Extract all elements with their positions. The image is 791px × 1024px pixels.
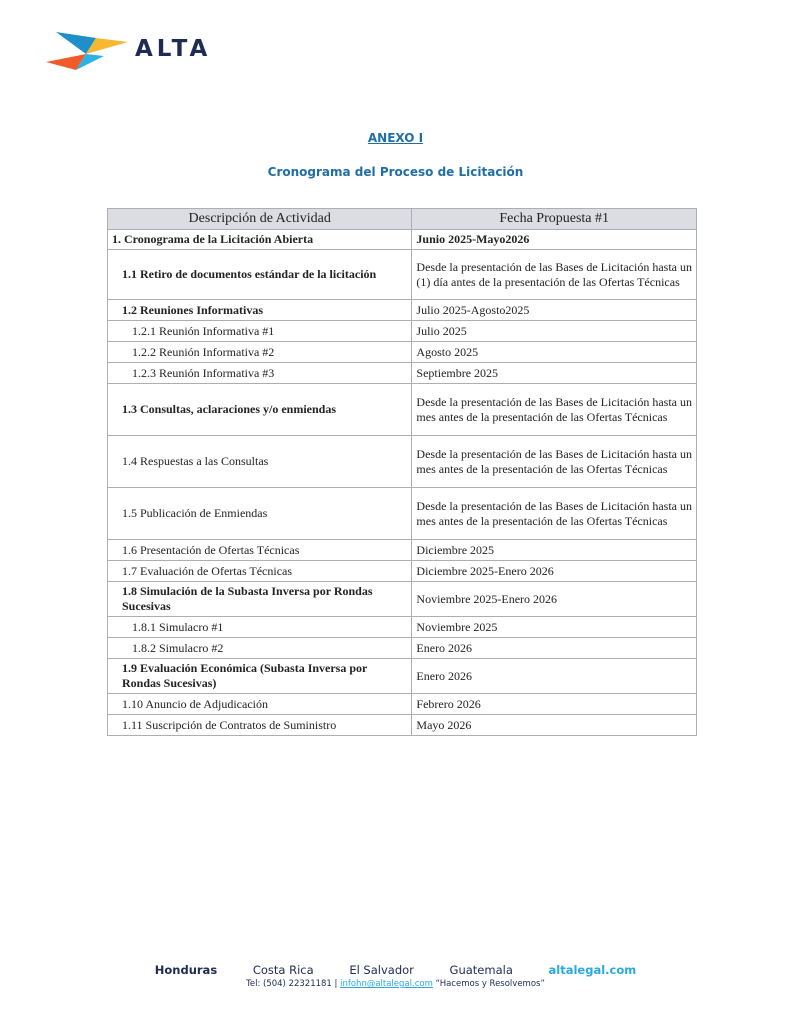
- activity-cell: 1.1 Retiro de documentos estándar de la licitación: [108, 250, 412, 300]
- date-cell: Noviembre 2025: [412, 617, 697, 638]
- activity-cell: 1. Cronograma de la Licitación Abierta: [108, 230, 412, 250]
- date-cell: Desde la presentación de las Bases de Licitación hasta un mes antes de la presentación de las Ofertas Técnicas: [412, 436, 697, 488]
- date-cell: Agosto 2025: [412, 342, 697, 363]
- schedule-table: [107, 208, 697, 736]
- date-cell: Septiembre 2025: [412, 363, 697, 384]
- office-el-salvador: El Salvador: [349, 963, 414, 977]
- date-cell: Noviembre 2025-Enero 2026: [412, 582, 697, 617]
- table-row: [108, 363, 697, 384]
- date-cell: Diciembre 2025-Enero 2026: [412, 561, 697, 582]
- activity-cell: 1.8.1 Simulacro #1: [108, 617, 412, 638]
- date-cell: Junio 2025-Mayo2026: [412, 230, 697, 250]
- table-row: [108, 300, 697, 321]
- activity-cell: 1.5 Publicación de Enmiendas: [108, 488, 412, 540]
- document-subtitle: Cronograma del Proceso de Licitación: [267, 165, 524, 179]
- office-guatemala: Guatemala: [449, 963, 513, 977]
- table-row: [108, 617, 697, 638]
- annex-title: ANEXO I: [367, 131, 424, 145]
- office-costa-rica: Costa Rica: [252, 963, 314, 977]
- date-cell: Febrero 2026: [412, 694, 697, 715]
- table-row: [108, 384, 697, 436]
- activity-cell: 1.9 Evaluación Económica (Subasta Inversa por Rondas Sucesivas): [108, 659, 412, 694]
- activity-cell: 1.6 Presentación de Ofertas Técnicas: [108, 540, 412, 561]
- activity-cell: 1.7 Evaluación de Ofertas Técnicas: [108, 561, 412, 582]
- date-cell: Desde la presentación de las Bases de Licitación hasta un (1) día antes de la presentación de las Ofertas Técnicas: [412, 250, 697, 300]
- office-honduras: Honduras: [154, 963, 218, 977]
- date-cell: Julio 2025-Agosto2025: [412, 300, 697, 321]
- table-row: [108, 540, 697, 561]
- table-row: [108, 230, 697, 250]
- website-link[interactable]: altalegal.com: [548, 963, 637, 977]
- activity-cell: 1.3 Consultas, aclaraciones y/o enmiendas: [108, 384, 412, 436]
- column-header-date: Fecha Propuesta #1: [412, 209, 697, 230]
- footer-email-link[interactable]: infohn@altalegal.com: [340, 979, 433, 989]
- logo-text: ALTA: [135, 36, 212, 62]
- activity-cell: 1.2 Reuniones Informativas: [108, 300, 412, 321]
- activity-cell: 1.2.2 Reunión Informativa #2: [108, 342, 412, 363]
- table-row: [108, 436, 697, 488]
- activity-cell: 1.4 Respuestas a las Consultas: [108, 436, 412, 488]
- activity-cell: 1.2.1 Reunión Informativa #1: [108, 321, 412, 342]
- table-row: [108, 638, 697, 659]
- table-row: [108, 321, 697, 342]
- footer-slogan: “Hacemos y Resolvemos”: [435, 979, 545, 989]
- date-cell: Desde la presentación de las Bases de Licitación hasta un mes antes de la presentación de las Ofertas Técnicas: [412, 488, 697, 540]
- footer-contact: [0, 979, 791, 989]
- footer-phone: Tel: (504) 22321181 |: [246, 979, 338, 989]
- table-row: [108, 250, 697, 300]
- alta-logo: [46, 26, 226, 74]
- table-row: [108, 694, 697, 715]
- table-row: [108, 561, 697, 582]
- table-row: [108, 488, 697, 540]
- date-cell: Diciembre 2025: [412, 540, 697, 561]
- date-cell: Julio 2025: [412, 321, 697, 342]
- column-header-activity: Descripción de Actividad: [108, 209, 412, 230]
- date-cell: Enero 2026: [412, 638, 697, 659]
- table-row: [108, 582, 697, 617]
- table-row: [108, 715, 697, 736]
- activity-cell: 1.11 Suscripción de Contratos de Suministro: [108, 715, 412, 736]
- date-cell: Mayo 2026: [412, 715, 697, 736]
- activity-cell: 1.8.2 Simulacro #2: [108, 638, 412, 659]
- date-cell: Desde la presentación de las Bases de Licitación hasta un mes antes de la presentación de las Ofertas Técnicas: [412, 384, 697, 436]
- table-row: [108, 342, 697, 363]
- alta-logo-mark-icon: [46, 26, 130, 74]
- activity-cell: 1.2.3 Reunión Informativa #3: [108, 363, 412, 384]
- footer-offices: [0, 963, 791, 977]
- table-row: [108, 659, 697, 694]
- table-header-row: [108, 209, 697, 230]
- activity-cell: 1.10 Anuncio de Adjudicación: [108, 694, 412, 715]
- activity-cell: 1.8 Simulación de la Subasta Inversa por Rondas Sucesivas: [108, 582, 412, 617]
- date-cell: Enero 2026: [412, 659, 697, 694]
